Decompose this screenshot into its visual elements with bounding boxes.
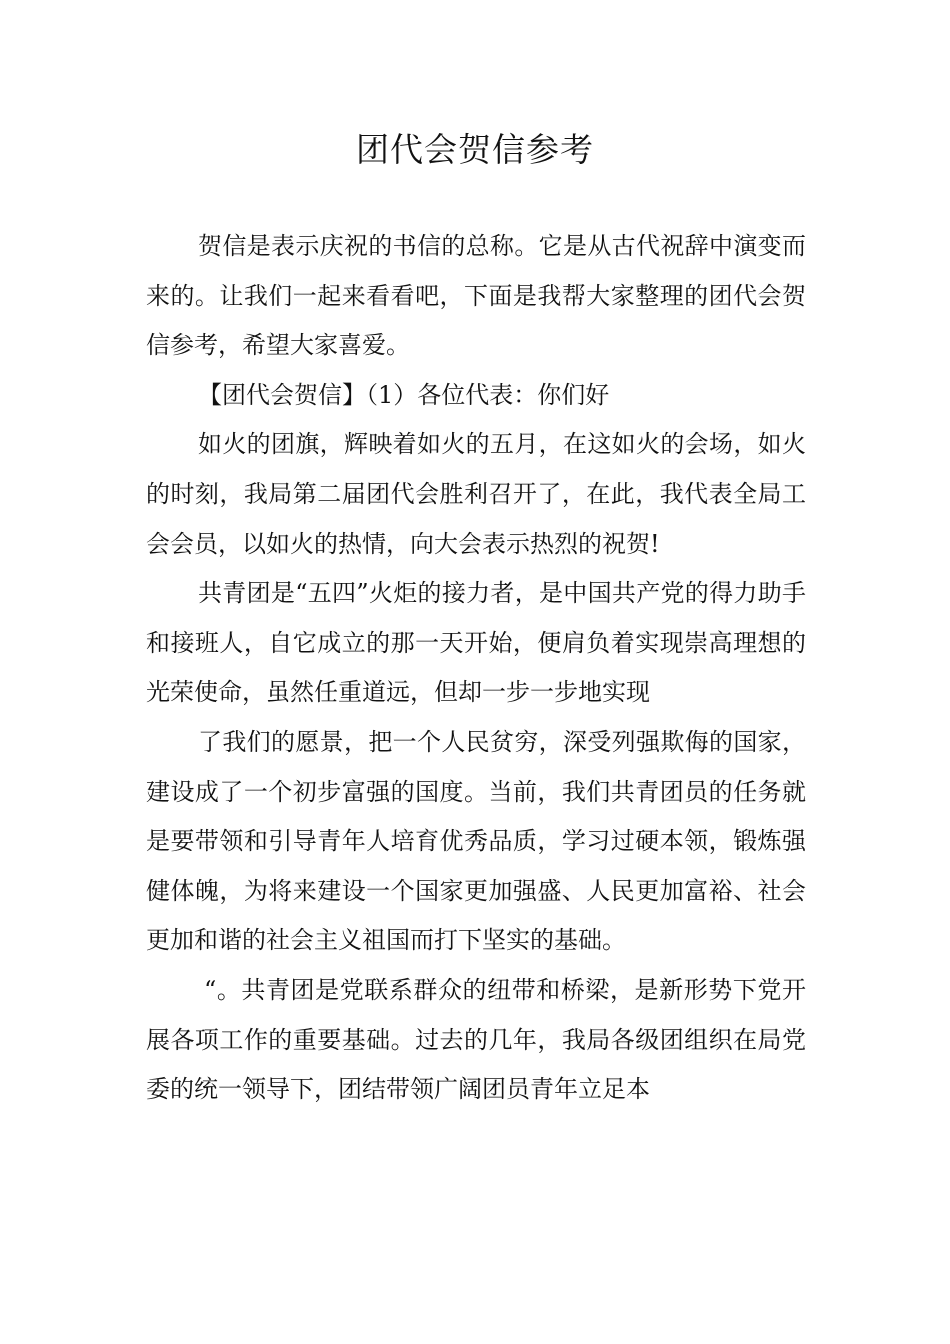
paragraph-salutation: 【团代会贺信】（1）各位代表：你们好 <box>198 380 610 409</box>
paragraph-greeting: 如火的团旗，辉映着如火的五月，在这如火的会场，如火的时刻，我局第二届团代会胜利召开了，在此，我代表全局工会会员，以如火的热情，向大会表示热烈的祝贺! <box>146 430 806 558</box>
paragraph-youth-league: 共青团是“五四”火炬的接力者，是中国共产党的得力助手和接班人，自它成立的那一天开始，便肩负着实现崇高理想的光荣使命，虽然任重道远，但却一步一步地实现 <box>146 579 806 707</box>
document-title: 团代会贺信参考 <box>356 130 594 169</box>
paragraph-bridge: “。共青团是党联系群众的纽带和桥梁，是新形势下党开展各项工作的重要基础。过去的几年，我局各级团组织在局党委的统一领导下，团结带领广阔团员青年立足本 <box>146 975 806 1104</box>
paragraph-intro: 贺信是表示庆祝的书信的总称。它是从古代祝辞中演变而来的。让我们一起来看看吧，下面是我帮大家整理的团代会贺信参考，希望大家喜爱。 <box>146 232 806 360</box>
document-body <box>146 222 806 1115</box>
paragraph-vision: 了我们的愿景，把一个人民贫穷，深受列强欺侮的国家，建设成了一个初步富强的国度。当前，我们共青团员的任务就是要带领和引导青年人培育优秀品质，学习过硬本领，锻炼强健体魄，为将来建设一个国家更加强盛、人民更加富裕、社会更加和谐的社会主义祖国而打下坚实的基础。 <box>146 727 806 955</box>
